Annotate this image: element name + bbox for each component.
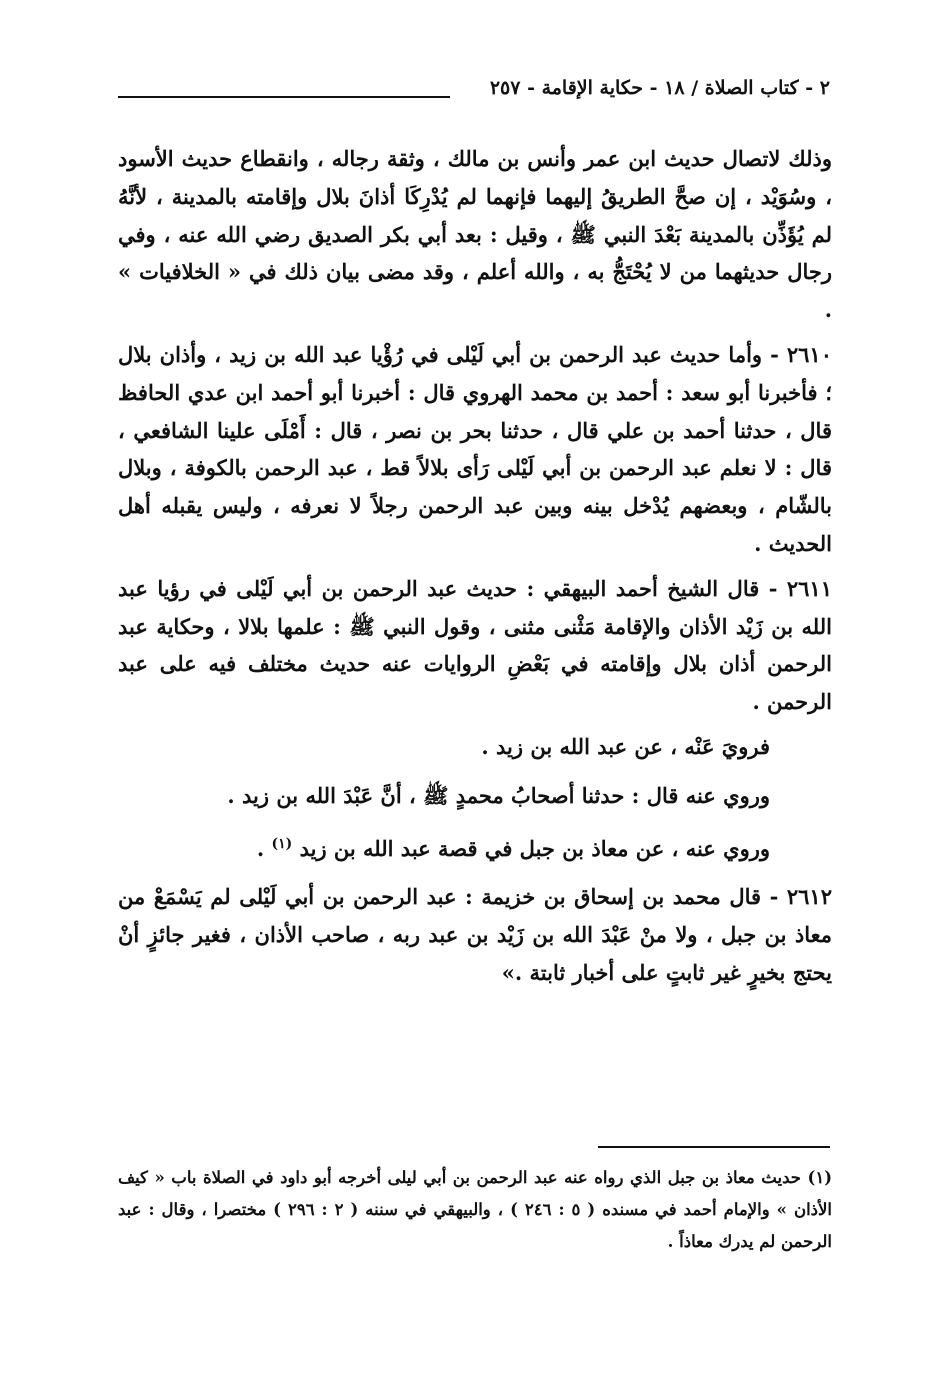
paragraph-2610: ٢٦١٠ - وأما حديث عبد الرحمن بن أبي لَيْلى في رُؤْيا عبد الله بن زيد ، وأذان بلال ؛ فأخبرنا أبو سعد : أحمد بن محمد الهروي قال : أخبرنا أبو أحمد ابن عدي الحافظ قال ، حدثنا أحمد بن علي قال ، حدثنا بحر بن نصر ، قال : أَمْلَى علينا الشافعي ، قال : لا نعلم عبد الرحمن بن أبي لَيْلى رَأى بلالاً قط ، عبد الرحمن بالكوفة ، وبلال بالشّام ، وبعضهم يُدْخل بينه وبين عبد الرحمن رجلاً لا نعرفه ، وليس يقبله أهل الحديث . xyxy=(118,341,832,556)
footnote-rule xyxy=(598,1146,830,1148)
narration-line-3-text: وروي عنه ، عن معاذ بن جبل في قصة عبد الله بن زيد xyxy=(299,835,770,861)
page-header xyxy=(118,74,830,110)
footnote xyxy=(118,1162,832,1258)
main-text xyxy=(118,140,832,999)
narration-line-3 xyxy=(118,826,832,868)
footnote-marker: (١) xyxy=(271,835,293,852)
header-rule xyxy=(118,96,450,98)
narration-line-1: فرويَ عَنْه ، عن عبد الله بن زيد . xyxy=(481,733,770,759)
running-title: ٢ - كتاب الصلاة / ١٨ - حكاية الإقامة - ٢٥٧ xyxy=(489,77,830,99)
footnote-text: (١) حديث معاذ بن جبل الذي رواه عنه عبد الرحمن بن أبي ليلى أخرجه أبو داود في الصلاة باب « كيف الأذان » والإمام أحمد في مسنده ( ٥ : ٢٤٦ ) ، والبيهقي في سننه ( ٢ : ٢٩٦ ) مختصرا ، وقال : عبد الرحمن لم يدرك معاذاً . xyxy=(118,1168,832,1251)
paragraph-2612: ٢٦١٢ - قال محمد بن إسحاق بن خزيمة : عبد الرحمن بن أبي لَيْلى لم يَسْمَعْ من معاذ بن جبل ، ولا منْ عَبْدَ الله بن زَيْد بن عبد ربه ، صاحب الأذان ، فغير جائزٍ أنْ يحتج بخيرٍ غير ثابتٍ على أخبار ثابتة .» xyxy=(118,884,833,985)
paragraph-intro: وذلك لاتصال حديث ابن عمر وأنس بن مالك ، وثقة رجاله ، وانقطاع حديث الأسود ، وسُوَيْد ، إن صحَّ الطريقُ إليهما فإنهما لم يُدْرِكَا أذانَ بلال وإقامته بالمدينة ، لأنَّهُ لم يُؤَذِّن بالمدينة بَعْدَ النبي ﷺ ، وقيل : بعد أبي بكر الصديق رضي الله عنه ، وفي رجال حديثهما من لا يُحْتَجُّ به ، والله أعلم ، وقد مضى بيان ذلك في « الخلافيات » . xyxy=(118,146,832,323)
paragraph-2611: ٢٦١١ - قال الشيخ أحمد البيهقي : حديث عبد الرحمن بن أبي لَيْلى في رؤيا عبد الله بن زَيْد الأذان والإقامة مَثْنى مثنى ، وقول النبي ﷺ : علمها بلالا ، وحكاية عبد الرحمن أذان بلال وإقامته في بَعْضِ الروايات عنه حديث مختلف فيه على عبد الرحمن . xyxy=(118,575,832,715)
narration-line-2: وروي عنه قال : حدثنا أصحابُ محمدٍ ﷺ ، أنَّ عَبْدَ الله بن زيد . xyxy=(227,782,770,808)
narration-line-3-end: . xyxy=(256,835,272,861)
